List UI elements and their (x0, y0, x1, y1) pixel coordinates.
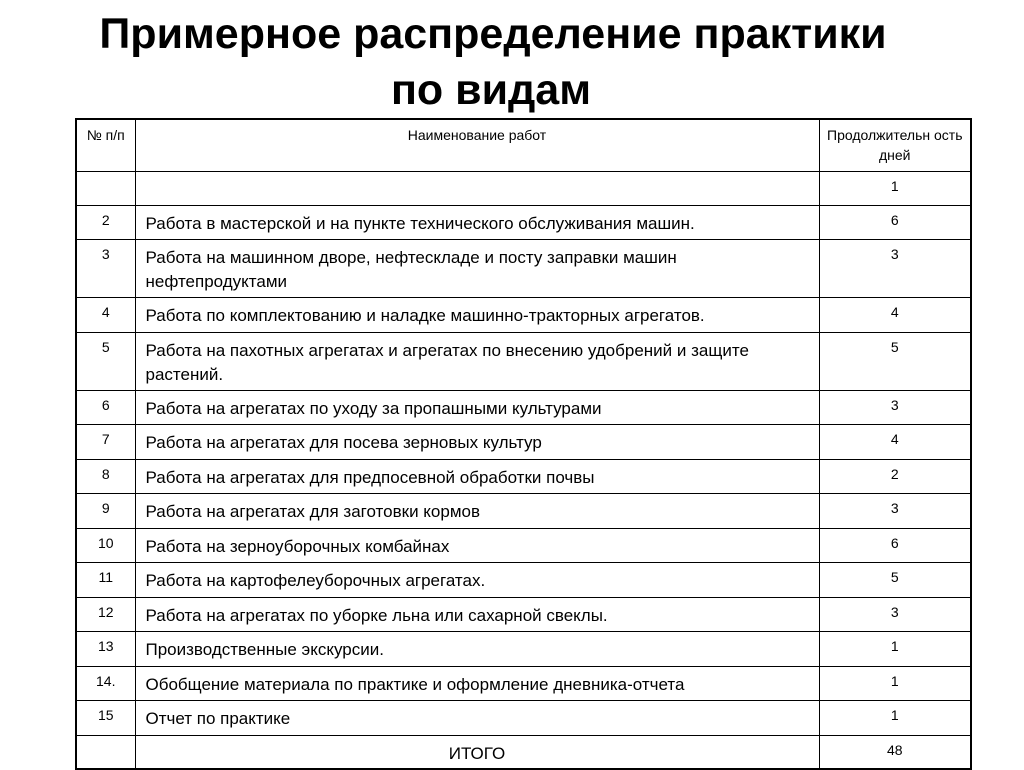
row-days: 2 (819, 459, 971, 494)
table-row (76, 459, 971, 494)
row-name: Отчет по практике (135, 701, 819, 736)
header-days: Продолжительн ость дней (819, 119, 971, 171)
table-row (76, 298, 971, 333)
row-name: Работа по комплектованию и наладке машинно-тракторных агрегатов. (135, 298, 819, 333)
header-num: № п/п (76, 119, 135, 171)
row-days: 4 (819, 298, 971, 333)
table-row (76, 528, 971, 563)
row-num: 14. (76, 666, 135, 701)
table-row (76, 171, 971, 205)
row-days: 5 (819, 332, 971, 390)
row-days: 1 (819, 701, 971, 736)
row-num: 12 (76, 597, 135, 632)
page-title: Примерное распределение практики (99, 10, 887, 58)
row-num: 8 (76, 459, 135, 494)
table-row (76, 205, 971, 240)
table-row (76, 390, 971, 425)
row-name: Работа на агрегатах по уборке льна или сахарной свеклы. (135, 597, 819, 632)
row-days: 6 (819, 528, 971, 563)
row-days: 4 (819, 425, 971, 460)
row-name: Обобщение материала по практике и оформление дневника-отчета (135, 666, 819, 701)
row-days: 3 (819, 494, 971, 529)
row-name: Работа на агрегатах по уходу за пропашными культурами (135, 390, 819, 425)
page-title-line-2: по видам (390, 66, 592, 114)
row-name: Работа на агрегатах для посева зерновых культур (135, 425, 819, 460)
row-num: 6 (76, 390, 135, 425)
row-num: 15 (76, 701, 135, 736)
row-num: 13 (76, 632, 135, 667)
row-name: Работа на агрегатах для предпосевной обработки почвы (135, 459, 819, 494)
row-num: 7 (76, 425, 135, 460)
row-days: 1 (819, 666, 971, 701)
row-days: 1 (819, 171, 971, 205)
table-row (76, 563, 971, 598)
total-row (76, 735, 971, 769)
header-name: Наименование работ (135, 119, 819, 171)
row-days: 3 (819, 390, 971, 425)
row-name: Работа на картофелеуборочных агрегатах. (135, 563, 819, 598)
row-num: 11 (76, 563, 135, 598)
row-num: 3 (76, 240, 135, 298)
row-name: Работа на агрегатах для заготовки кормов (135, 494, 819, 529)
row-num: 9 (76, 494, 135, 529)
row-name: Работа на машинном дворе, нефтескладе и посту заправки машин нефтепродуктами (135, 240, 819, 298)
total-num (76, 735, 135, 769)
row-days: 3 (819, 240, 971, 298)
row-days: 6 (819, 205, 971, 240)
table-row (76, 701, 971, 736)
row-name (135, 171, 819, 205)
table-header-row (76, 119, 971, 171)
row-num: 4 (76, 298, 135, 333)
table-row (76, 425, 971, 460)
practice-distribution-table (75, 118, 972, 770)
row-num: 10 (76, 528, 135, 563)
table-row (76, 494, 971, 529)
row-name: Работа в мастерской и на пункте технического обслуживания машин. (135, 205, 819, 240)
row-days: 5 (819, 563, 971, 598)
row-days: 1 (819, 632, 971, 667)
row-days: 3 (819, 597, 971, 632)
table-row (76, 240, 971, 298)
table-row (76, 332, 971, 390)
row-name: Производственные экскурсии. (135, 632, 819, 667)
row-num: 5 (76, 332, 135, 390)
table-row (76, 632, 971, 667)
table-row (76, 597, 971, 632)
row-name: Работа на зерноуборочных комбайнах (135, 528, 819, 563)
row-num: 2 (76, 205, 135, 240)
total-label: ИТОГО (135, 735, 819, 769)
row-name: Работа на пахотных агрегатах и агрегатах по внесению удобрений и защите растений. (135, 332, 819, 390)
row-num (76, 171, 135, 205)
total-days: 48 (819, 735, 971, 769)
table-row (76, 666, 971, 701)
